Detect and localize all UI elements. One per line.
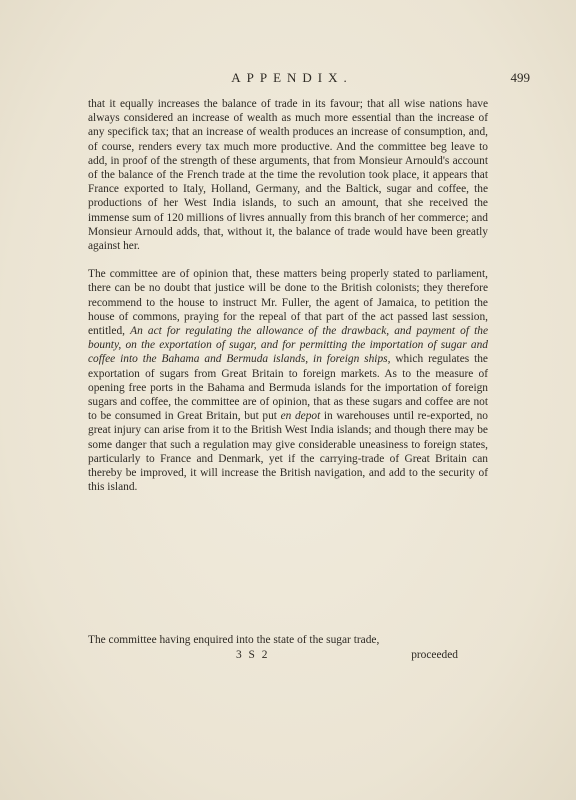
page-number: 499 (510, 70, 530, 85)
page-footer (88, 649, 488, 665)
page-header (0, 70, 576, 90)
paragraph-2-text-c: in warehouses until re-exported, no great injury can arise from it to the British West India islands; and though there may be some danger that such a regulation may give considerable uneasiness to foreign states, particularly to France and Denmark, yet if the carrying-trade of Great Britain can thereby be improved, it will increase the British navigation, and add to the security of this island. (88, 410, 488, 494)
catchword: proceeded (411, 649, 458, 661)
signature-mark: 3 S 2 (236, 649, 270, 661)
act-title-italic: An act for regulating the allowance of the drawback, and payment of the bounty, on the exportation of sugar, and for permitting the importation of sugar and coffee into the Bahama and Bermuda islands, in foreign ships, (88, 325, 488, 366)
paragraph-2-text-a: The committee are of opinion that, these matters being properly stated to parliament, there can be no doubt that justice will be done to the British colonists; they therefore recommend to the house to instruct Mr. Fuller, the agent of Jamaica, to petition the house of commons, praying for the repeal of that part of the act passed last session, entitled, (88, 268, 488, 338)
running-head: APPENDIX. (231, 70, 353, 85)
paragraph-2 (88, 267, 488, 494)
paragraph-3-first-line: The committee having enquired into the state of the sugar trade, (88, 634, 380, 646)
paragraph-1 (88, 97, 488, 253)
en-depot-italic: en depot (280, 410, 321, 423)
body-text (88, 97, 488, 494)
paragraph-2-text-b: which regulates the exportation of sugars from Great Britain to foreign markets. As to the measure of opening free ports in the Bahama and Bermuda islands for the importation of foreign sugars and coffee, the committee are of opinion, that as these sugars and coffee are not to be consumed in Great Britain, but put (88, 353, 488, 423)
paragraph-1-text: that it equally increases the balance of trade in its favour; that all wise nations have always considered an increase of wealth as much more essential than the increase of any specifick tax; that an increase of wealth produces an increase of consumption, and, of course, renders every tax much more productive. And the committee beg leave to add, in proof of the strength of these arguments, that from Monsieur Arnould's account of the balance of the French trade at the time the revolution took place, it appears that France exported to Italy, Holland, Germany, and the Baltick, sugar and coffee, the productions of her West India islands, to such an amount, that she received the immense sum of 120 millions of livres annually from this branch of her commerce; and Monsieur Arnould adds, that, without it, the balance of trade would have been greatly against her. (88, 98, 488, 253)
